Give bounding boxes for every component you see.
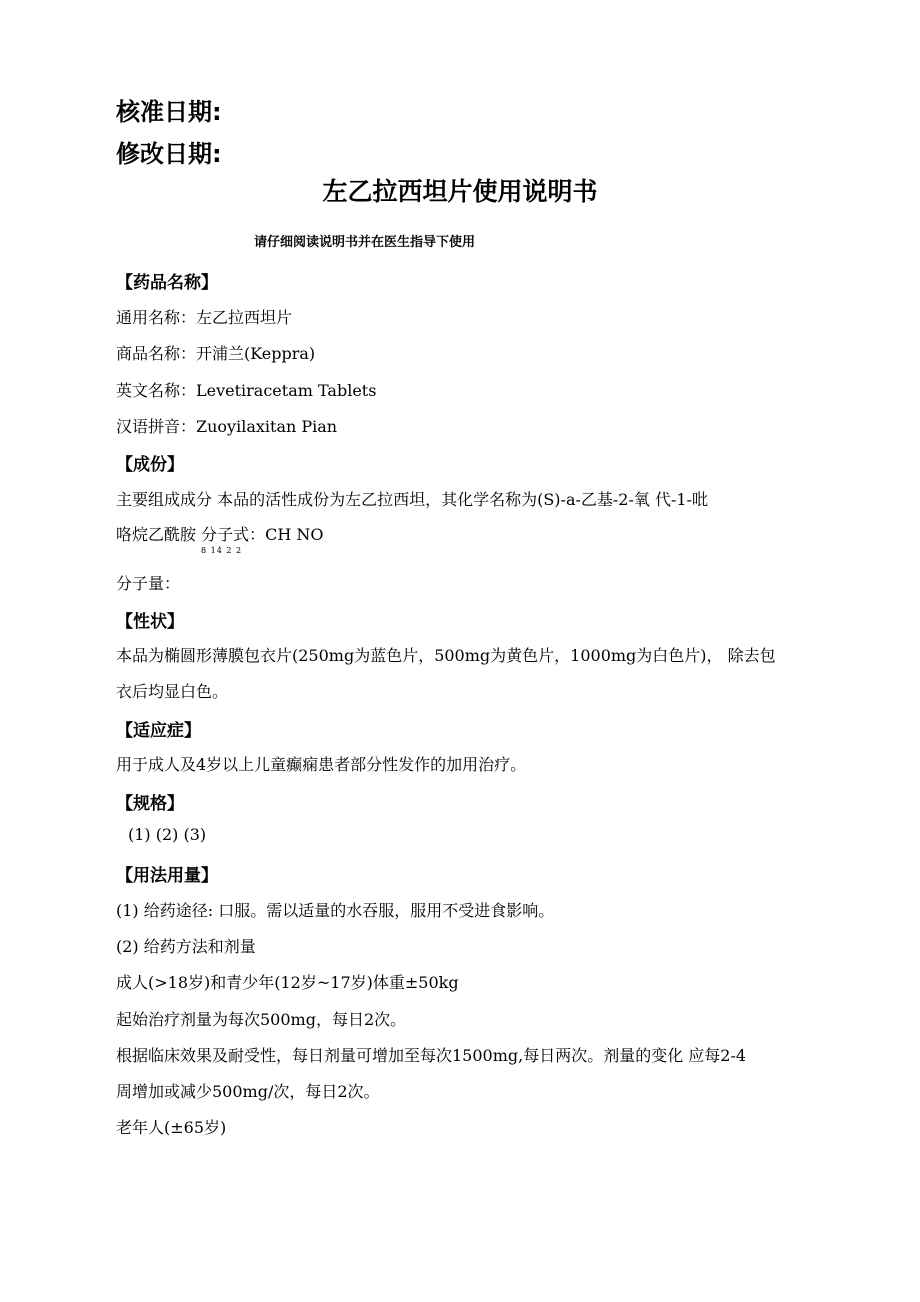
dosage-line-5: 根据临床效果及耐受性，每日剂量可增加至每次1500mg,每日两次。剂量的变化 应每2-4 [116, 1046, 747, 1065]
dosage-line-3: 成人(>18岁)和青少年(12岁~17岁)体重±50kg [116, 973, 459, 992]
section-heading-specification: 【规格】 [116, 794, 184, 814]
composition-line-2: 咯烷乙酰胺 分子式：CH NO [116, 525, 324, 544]
formula-subscripts: 8 14 2 2 [201, 546, 243, 555]
trade-name-line: 商品名称：开浦兰(Keppra) [116, 344, 316, 363]
pinyin-name-line: 汉语拼音：Zuoyilaxitan Pian [116, 417, 338, 436]
dosage-line-2: (2) 给药方法和剂量 [116, 937, 256, 956]
section-heading-dosage: 【用法用量】 [116, 866, 218, 886]
composition-line-1: 主要组成成分 本品的活性成份为左乙拉西坦，其化学名称为(S)-a-乙基-2-氧 代-1-吡 [116, 490, 708, 509]
description-line-1: 本品为椭圆形薄膜包衣片(250mg为蓝色片，500mg为黄色片，1000mg为白色片)， 除去包 [116, 646, 776, 665]
english-name-line: 英文名称：Levetiracetam Tablets [116, 381, 377, 400]
revision-date-label: 修改日期: [116, 140, 222, 168]
dosage-line-7: 老年人(±65岁) [116, 1118, 227, 1137]
document-title: 左乙拉西坦片使用说明书 [322, 177, 598, 206]
generic-name-line: 通用名称：左乙拉西坦片 [116, 308, 293, 327]
section-heading-description: 【性状】 [116, 612, 184, 632]
section-heading-composition: 【成份】 [116, 455, 184, 475]
dosage-line-6: 周增加或减少500mg/次，每日2次。 [116, 1082, 380, 1101]
section-heading-name: 【药品名称】 [116, 273, 218, 293]
section-heading-indications: 【适应症】 [116, 721, 201, 741]
molecular-weight-line: 分子量： [116, 574, 181, 593]
document-subtitle: 请仔细阅读说明书并在医生指导下使用 [254, 235, 476, 250]
specification-line-1: (1) (2) (3) [128, 825, 207, 844]
approval-date-label: 核准日期: [116, 98, 222, 126]
dosage-line-4: 起始治疗剂量为每次500mg，每日2次。 [116, 1010, 407, 1029]
indications-line-1: 用于成人及4岁以上儿童癫痫患者部分性发作的加用治疗。 [116, 755, 527, 774]
description-line-2: 衣后均显白色。 [116, 682, 229, 701]
dosage-line-1: (1) 给药途径: 口服。需以适量的水吞服，服用不受进食影响。 [116, 901, 555, 920]
